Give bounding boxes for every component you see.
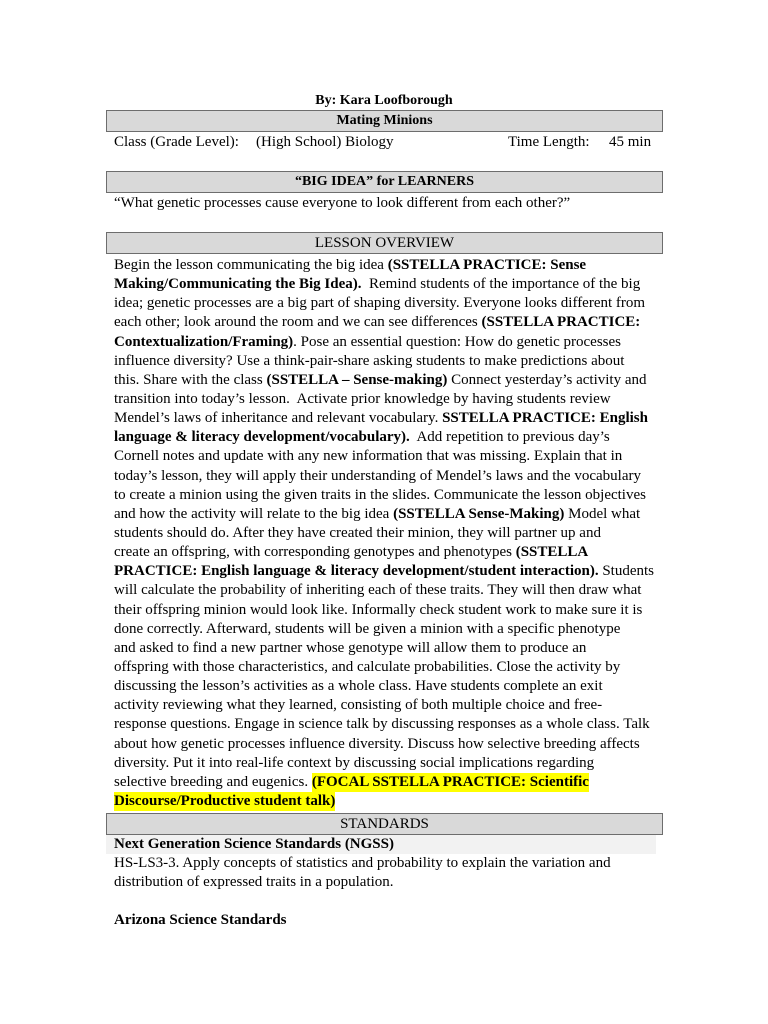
practice-label-text: Making/Communicating the Big Idea).: [114, 276, 362, 293]
practice-label-text: (SSTELLA PRACTICE: Sense: [387, 257, 587, 273]
overview-line: [114, 715, 674, 734]
ngss-heading: Next Generation Science Standards (NGSS): [114, 836, 394, 852]
class-value: (High School) Biology: [256, 134, 394, 150]
standards-heading-bar: [106, 813, 663, 835]
overview-line: [114, 677, 674, 696]
practice-label-text: (SSTELLA PRACTICE:: [481, 314, 641, 331]
overview-line: [114, 294, 674, 313]
overview-text: Cornell notes and update with any new information that was missing. Explain that in: [114, 448, 623, 465]
overview-text: Begin the lesson communicating the big idea: [114, 257, 388, 273]
overview-text: will calculate the probability of inheriting each of these traits. They will then draw what: [114, 582, 642, 599]
overview-text: about how genetic processes influence diversity. Discuss how selective breeding affects: [114, 735, 640, 752]
overview-text: this. Share with the class: [114, 371, 267, 388]
overview-body: [114, 256, 674, 811]
practice-label-text: PRACTICE: English language & literacy development/student interaction).: [114, 563, 599, 580]
overview-line: [114, 581, 674, 600]
overview-text: Mendel’s laws of inheritance and relevant vocabulary.: [114, 410, 443, 427]
time-length-value: 45 min: [609, 134, 652, 150]
lesson-overview-heading-bar: [106, 232, 663, 254]
overview-line: [114, 543, 674, 562]
highlighted-practice-text: (FOCAL SSTELLA PRACTICE: Scientific: [312, 773, 589, 792]
practice-label-text: (SSTELLA: [515, 544, 589, 561]
overview-line: [114, 447, 674, 466]
practice-label-text: Contextualization/Framing): [114, 333, 294, 350]
ngss-standard-text: [114, 854, 611, 893]
overview-line: [114, 275, 674, 294]
big-idea-question: “What genetic processes cause everyone to look different from each other?”: [114, 195, 571, 211]
overview-text: transition into today’s lesson. Activate prior knowledge by having students review: [114, 390, 611, 407]
overview-line: [114, 390, 674, 409]
overview-text: discussing the lesson’s activities as a whole class. Have students complete an exit: [114, 678, 603, 695]
standards-heading: STANDARDS: [340, 816, 429, 832]
overview-text: selective breeding and eugenics.: [114, 773, 312, 790]
time-length-label: Time Length:: [508, 134, 590, 150]
overview-text: create an offspring, with corresponding genotypes and phenotypes: [114, 544, 516, 561]
practice-label-text: SSTELLA PRACTICE: English: [442, 410, 648, 427]
overview-line: [114, 352, 674, 371]
lesson-title-bar: [106, 110, 663, 132]
overview-text: Connect yesterday’s activity and: [447, 371, 647, 388]
class-info-row: [0, 133, 768, 152]
overview-text: Model what: [564, 505, 641, 522]
overview-line: [114, 256, 674, 275]
lesson-title: Mating Minions: [336, 113, 433, 128]
overview-line: [114, 467, 674, 486]
overview-text: to create a minion using the given traits in the slides. Communicate the lesson objectives: [114, 486, 646, 503]
practice-label-text: (SSTELLA Sense-Making): [393, 505, 565, 522]
overview-text: and how the activity will relate to the big idea: [114, 505, 394, 522]
overview-text: done correctly. Afterward, students will be given a minion with a specific phenotype: [114, 620, 621, 637]
overview-line: [114, 409, 674, 428]
overview-line: [114, 620, 674, 639]
overview-text: influence diversity? Use a think-pair-share asking students to make predictions about: [114, 352, 625, 369]
practice-label-text: (SSTELLA – Sense-making): [266, 371, 448, 388]
overview-line: [114, 696, 674, 715]
overview-line: [114, 735, 674, 754]
lesson-overview-heading: LESSON OVERVIEW: [314, 235, 455, 251]
overview-text: offspring with those characteristics, and calculate probabilities. Close the activity by: [114, 658, 621, 675]
overview-line: [114, 333, 674, 352]
overview-line: [114, 505, 674, 524]
overview-text: students should do. After they have created their minion, they will partner up and: [114, 524, 601, 541]
class-label: Class (Grade Level):: [114, 134, 239, 150]
overview-line: [114, 658, 674, 677]
overview-line: [114, 562, 674, 581]
overview-text: . Pose an essential question: How do genetic processes: [293, 333, 622, 350]
ngss-standard-line: HS-LS3-3. Apply concepts of statistics and probability to explain the variation and: [114, 855, 611, 871]
ngss-standard-line: distribution of expressed traits in a population.: [114, 874, 394, 891]
overview-line: [114, 428, 674, 447]
overview-line: [114, 639, 674, 658]
overview-text: and asked to find a new partner whose genotype will allow them to produce an: [114, 639, 587, 656]
overview-line: [114, 601, 674, 620]
author-line: By: Kara Loofborough: [315, 93, 453, 108]
overview-text: idea; genetic processes are a big part of shaping diversity. Everyone looks different from: [114, 295, 646, 312]
practice-label-text: language & literacy development/vocabulary).: [114, 429, 410, 446]
big-idea-heading: “BIG IDEA” for LEARNERS: [294, 174, 475, 189]
arizona-standards-heading: Arizona Science Standards: [114, 912, 287, 928]
overview-line: [114, 524, 674, 543]
overview-text: Add repetition to previous day’s: [409, 429, 610, 446]
overview-line: [114, 754, 674, 773]
overview-line: [114, 313, 674, 332]
overview-text: activity reviewing what they learned, consisting of both multiple choice and free-: [114, 697, 603, 714]
overview-line: [114, 773, 674, 792]
overview-line: [114, 486, 674, 505]
big-idea-heading-bar: [106, 171, 663, 193]
overview-text: Remind students of the importance of the big: [361, 276, 641, 293]
overview-text: Students: [598, 563, 655, 580]
overview-line: [114, 792, 674, 811]
highlighted-practice-text: Discourse/Productive student talk): [114, 792, 335, 811]
overview-line: [114, 371, 674, 390]
overview-text: diversity. Put it into real-life context by discussing social implications regarding: [114, 754, 595, 771]
overview-text: response questions. Engage in science talk by discussing responses as a whole class. Talk: [114, 716, 650, 733]
overview-text: each other; look around the room and we can see differences: [114, 314, 482, 331]
overview-text: today’s lesson, they will apply their understanding of Mendel’s laws and the vocabulary: [114, 467, 641, 484]
overview-text: their offspring minion would look like. Informally check student work to make sure it is: [114, 601, 643, 618]
